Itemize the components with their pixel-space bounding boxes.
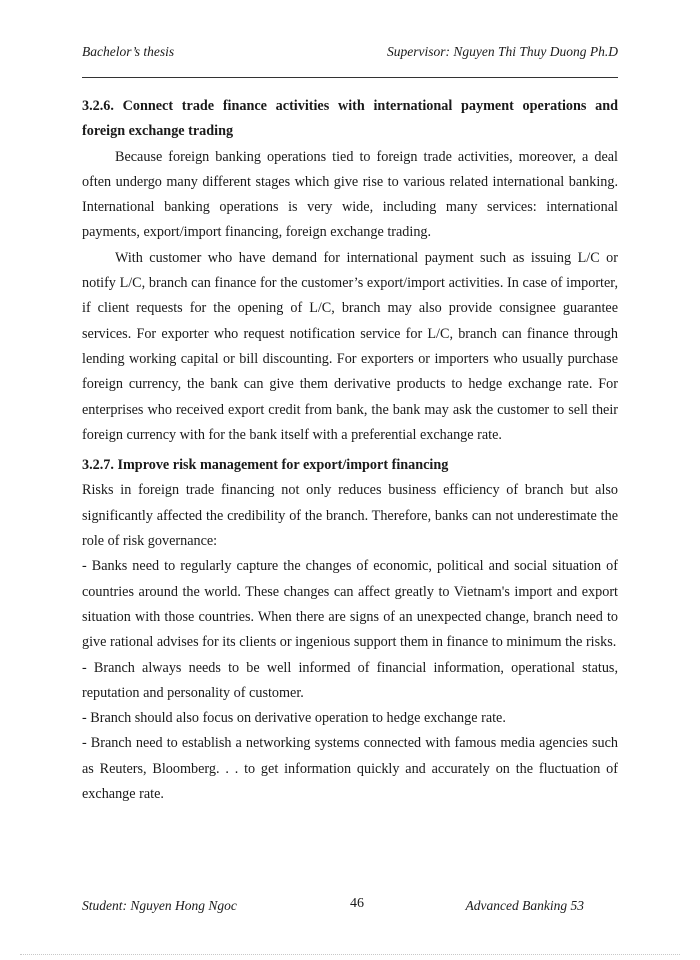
page-body xyxy=(82,94,618,807)
paragraph: Risks in foreign trade financing not only reduces business efficiency of branch but also significantly affected the credibility of the branch. Therefore, banks can not underestimate the role of risk governance: xyxy=(82,482,618,550)
list-item: - Branch should also focus on derivative operation to hedge exchange rate. xyxy=(82,710,506,727)
page-number: 46 xyxy=(350,896,364,911)
section-heading-3-2-7: 3.2.7. Improve risk management for export/import financing xyxy=(82,457,449,474)
section-heading-3-2-6: 3.2.6. Connect trade finance activities with international payment operations and foreign exchange trading xyxy=(82,98,618,140)
paragraph: With customer who have demand for international payment such as issuing L/C or notify L/C, branch can finance for the customer’s export/import activities. In case of importer, if client requests for the opening of L/C, branch may also provide consignee guarantee services. For exporter who request notification service for L/C, branch can finance through lending working capital or bill discounting. For exporters or importers who usually purchase foreign currency, the bank can give them derivative products to hedge exchange rate. For enterprises who received export credit from bank, the bank may ask the customer to sell their foreign currency with for the bank itself with a preferential exchange rate. xyxy=(82,249,618,443)
header-thesis-label: Bachelor’s thesis xyxy=(82,44,175,59)
page-bottom-edge xyxy=(20,954,680,955)
list-item: - Banks need to regularly capture the changes of economic, political and social situation of countries around the world. These changes can affect greatly to Vietnam's import and export situation with those countries. When there are signs of an unexpected change, branch need to give rational advises for its clients or ingenious support them in finance to minimum the risks. xyxy=(82,558,618,651)
list-item: - Branch always needs to be well informed of financial information, operational status, reputation and personality of customer. xyxy=(82,659,618,701)
header-divider xyxy=(82,77,618,78)
page-footer xyxy=(82,898,618,920)
header-supervisor: Supervisor: Nguyen Thi Thuy Duong Ph.D xyxy=(387,44,618,59)
footer-program: Advanced Banking 53 xyxy=(465,898,584,913)
page-header xyxy=(82,44,618,64)
footer-student: Student: Nguyen Hong Ngoc xyxy=(82,898,237,913)
list-item: - Branch need to establish a networking systems connected with famous media agencies such as Reuters, Bloomberg. . . to get information quickly and accurately on the fluctuation of exchange rate. xyxy=(82,735,618,803)
paragraph: Because foreign banking operations tied to foreign trade activities, moreover, a deal often undergo many different stages which give rise to various related international banking. International banking operations is very wide, including many services: international payments, export/import financing, foreign exchange trading. xyxy=(82,148,618,241)
